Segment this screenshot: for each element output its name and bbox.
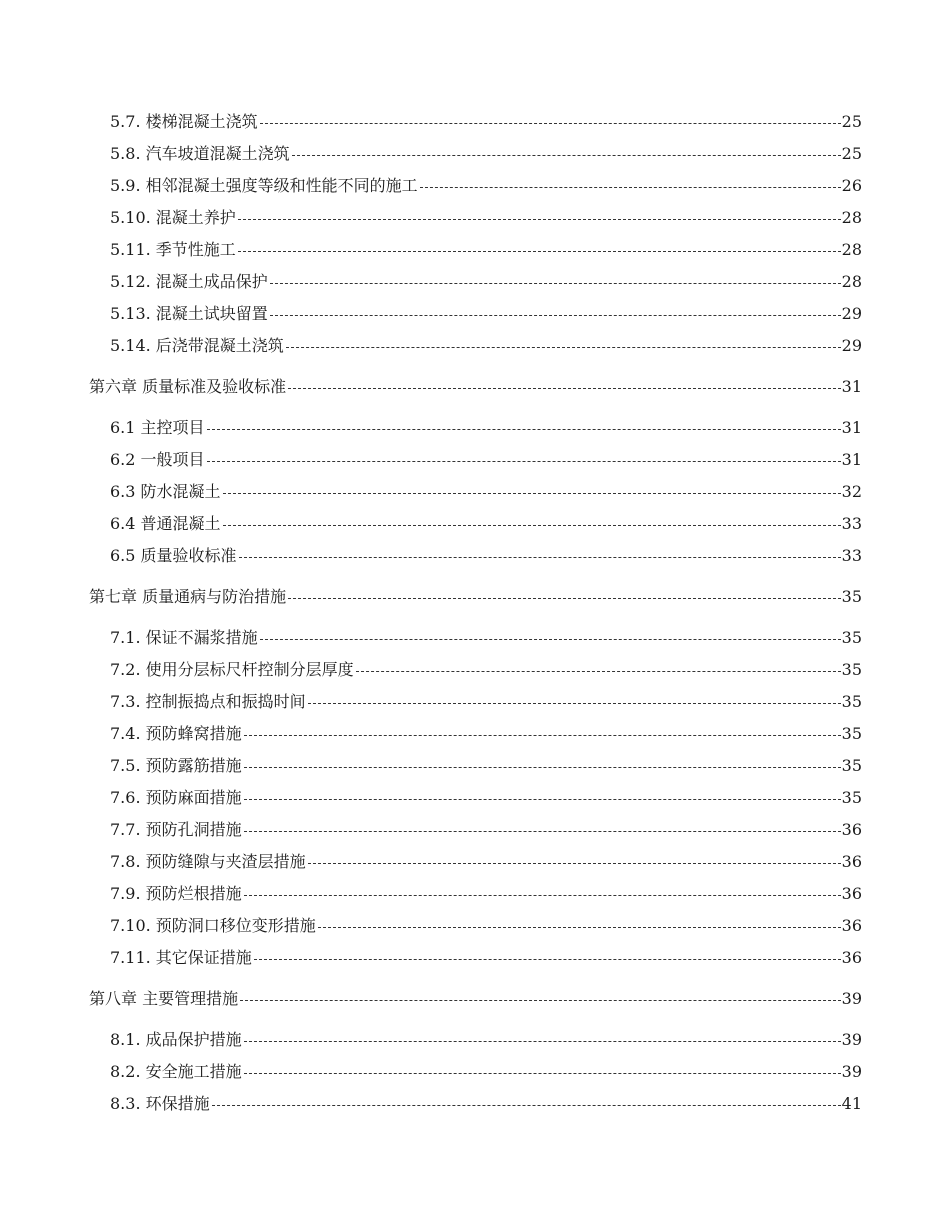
toc-entry-page: 35 <box>841 628 862 647</box>
toc-entry-label: 8.3. 环保措施 <box>110 1094 210 1113</box>
toc-entry-5-8[interactable] <box>110 141 862 167</box>
toc-entry-7-8[interactable] <box>110 849 862 875</box>
toc-entry-7-11[interactable] <box>110 945 862 971</box>
toc-leader-dashes <box>270 283 841 284</box>
toc-entry-page: 39 <box>841 989 862 1008</box>
toc-leader-dashes <box>254 959 841 960</box>
toc-entry-7-7[interactable] <box>110 817 862 843</box>
toc-entry-label: 8.2. 安全施工措施 <box>110 1062 242 1081</box>
toc-entry-5-9[interactable] <box>110 173 862 199</box>
toc-entry-page: 31 <box>841 418 862 437</box>
toc-entry-5-7[interactable] <box>110 109 862 135</box>
toc-entry-label: 5.14. 后浇带混凝土浇筑 <box>110 336 284 355</box>
toc-entry-label: 第八章 主要管理措施 <box>89 989 239 1008</box>
toc-entry-label: 7.3. 控制振捣点和振捣时间 <box>110 692 306 711</box>
toc-entry-6-1[interactable] <box>110 415 862 441</box>
toc-entry-label: 6.3 防水混凝土 <box>110 482 221 501</box>
toc-leader-dashes <box>292 155 841 156</box>
toc-entry-label: 7.7. 预防孔洞措施 <box>110 820 242 839</box>
toc-entry-7-4[interactable] <box>110 721 862 747</box>
toc-entry-page: 35 <box>841 788 862 807</box>
toc-entry-label: 6.5 质量验收标准 <box>110 546 237 565</box>
toc-leader-dashes <box>260 639 841 640</box>
toc-entry-label: 5.13. 混凝土试块留置 <box>110 304 268 323</box>
toc-entry-7-3[interactable] <box>110 689 862 715</box>
toc-entry-page: 39 <box>841 1030 862 1049</box>
toc-leader-dashes <box>308 863 841 864</box>
toc-entry-page: 33 <box>841 514 862 533</box>
toc-entry-page: 36 <box>841 948 862 967</box>
toc-entry-label: 5.7. 楼梯混凝土浇筑 <box>110 112 258 131</box>
toc-entry-page: 35 <box>841 660 862 679</box>
toc-entry-5-10[interactable] <box>110 205 862 231</box>
toc-entry-label: 7.2. 使用分层标尺杆控制分层厚度 <box>110 660 354 679</box>
toc-entry-label: 5.12. 混凝土成品保护 <box>110 272 268 291</box>
toc-entry-page: 31 <box>841 450 862 469</box>
toc-entry-label: 第七章 质量通病与防治措施 <box>89 587 287 606</box>
toc-entry-chapter-6[interactable] <box>89 374 862 400</box>
toc-leader-dashes <box>308 703 841 704</box>
toc-leader-dashes <box>244 735 841 736</box>
toc-leader-dashes <box>240 1000 841 1001</box>
toc-entry-page: 33 <box>841 546 862 565</box>
toc-leader-dashes <box>238 219 841 220</box>
toc-entry-5-12[interactable] <box>110 269 862 295</box>
toc-leader-dashes <box>207 461 841 462</box>
toc-entry-label: 5.11. 季节性施工 <box>110 240 236 259</box>
toc-entry-label: 7.8. 预防缝隙与夹渣层措施 <box>110 852 306 871</box>
toc-leader-dashes <box>270 315 841 316</box>
toc-entry-label: 5.8. 汽车坡道混凝土浇筑 <box>110 144 290 163</box>
toc-leader-dashes <box>223 525 841 526</box>
toc-leader-dashes <box>286 347 841 348</box>
toc-entry-chapter-7[interactable] <box>89 584 862 610</box>
toc-entry-page: 31 <box>841 377 862 396</box>
toc-entry-label: 7.1. 保证不漏浆措施 <box>110 628 258 647</box>
toc-leader-dashes <box>244 799 841 800</box>
toc-entry-page: 36 <box>841 852 862 871</box>
toc-entry-page: 26 <box>841 176 862 195</box>
toc-entry-label: 7.5. 预防露筋措施 <box>110 756 242 775</box>
toc-entry-page: 25 <box>841 144 862 163</box>
toc-entry-page: 35 <box>841 692 862 711</box>
toc-entry-page: 28 <box>841 272 862 291</box>
toc-entry-8-3[interactable] <box>110 1091 862 1117</box>
toc-entry-5-11[interactable] <box>110 237 862 263</box>
toc-entry-page: 36 <box>841 884 862 903</box>
toc-entry-6-5[interactable] <box>110 543 862 569</box>
toc-leader-dashes <box>244 895 841 896</box>
toc-entry-label: 6.4 普通混凝土 <box>110 514 221 533</box>
toc-leader-dashes <box>356 671 841 672</box>
toc-leader-dashes <box>244 1041 841 1042</box>
toc-entry-label: 6.2 一般项目 <box>110 450 205 469</box>
toc-entry-page: 35 <box>841 724 862 743</box>
toc-entry-5-13[interactable] <box>110 301 862 327</box>
toc-entry-8-2[interactable] <box>110 1059 862 1085</box>
toc-entry-7-9[interactable] <box>110 881 862 907</box>
toc-entry-page: 35 <box>841 756 862 775</box>
toc-entry-8-1[interactable] <box>110 1027 862 1053</box>
toc-entry-label: 5.10. 混凝土养护 <box>110 208 236 227</box>
toc-entry-label: 7.11. 其它保证措施 <box>110 948 252 967</box>
toc-leader-dashes <box>260 123 841 124</box>
toc-leader-dashes <box>223 493 841 494</box>
toc-entry-label: 8.1. 成品保护措施 <box>110 1030 242 1049</box>
toc-leader-dashes <box>239 557 841 558</box>
toc-entry-label: 7.4. 预防蜂窝措施 <box>110 724 242 743</box>
toc-entry-7-1[interactable] <box>110 625 862 651</box>
toc-entry-label: 6.1 主控项目 <box>110 418 205 437</box>
toc-entry-page: 36 <box>841 916 862 935</box>
toc-leader-dashes <box>244 1073 841 1074</box>
toc-entry-page: 25 <box>841 112 862 131</box>
toc-leader-dashes <box>288 388 841 389</box>
toc-entry-label: 7.9. 预防烂根措施 <box>110 884 242 903</box>
toc-leader-dashes <box>212 1105 841 1106</box>
toc-leader-dashes <box>207 429 841 430</box>
toc-entry-page: 29 <box>841 304 862 323</box>
toc-entry-7-6[interactable] <box>110 785 862 811</box>
toc-entry-page: 28 <box>841 208 862 227</box>
toc-leader-dashes <box>420 187 841 188</box>
toc-entry-page: 41 <box>841 1094 862 1113</box>
toc-entry-6-2[interactable] <box>110 447 862 473</box>
toc-entry-label: 第六章 质量标准及验收标准 <box>89 377 287 396</box>
toc-entry-page: 35 <box>841 587 862 606</box>
toc-entry-7-2[interactable] <box>110 657 862 683</box>
toc-entry-page: 28 <box>841 240 862 259</box>
toc-entry-label: 5.9. 相邻混凝土强度等级和性能不同的施工 <box>110 176 418 195</box>
toc-leader-dashes <box>244 767 841 768</box>
toc-entry-5-14[interactable] <box>110 333 862 359</box>
toc-leader-dashes <box>238 251 841 252</box>
toc-entry-label: 7.6. 预防麻面措施 <box>110 788 242 807</box>
toc-entry-page: 39 <box>841 1062 862 1081</box>
toc-leader-dashes <box>288 598 841 599</box>
toc-leader-dashes <box>318 927 841 928</box>
toc-entry-6-4[interactable] <box>110 511 862 537</box>
toc-entry-7-10[interactable] <box>110 913 862 939</box>
toc-entry-page: 32 <box>841 482 862 501</box>
toc-leader-dashes <box>244 831 841 832</box>
toc-entry-page: 36 <box>841 820 862 839</box>
toc-entry-7-5[interactable] <box>110 753 862 779</box>
toc-entry-6-3[interactable] <box>110 479 862 505</box>
toc-entry-label: 7.10. 预防洞口移位变形措施 <box>110 916 316 935</box>
toc-entry-chapter-8[interactable] <box>89 986 862 1012</box>
toc-entry-page: 29 <box>841 336 862 355</box>
